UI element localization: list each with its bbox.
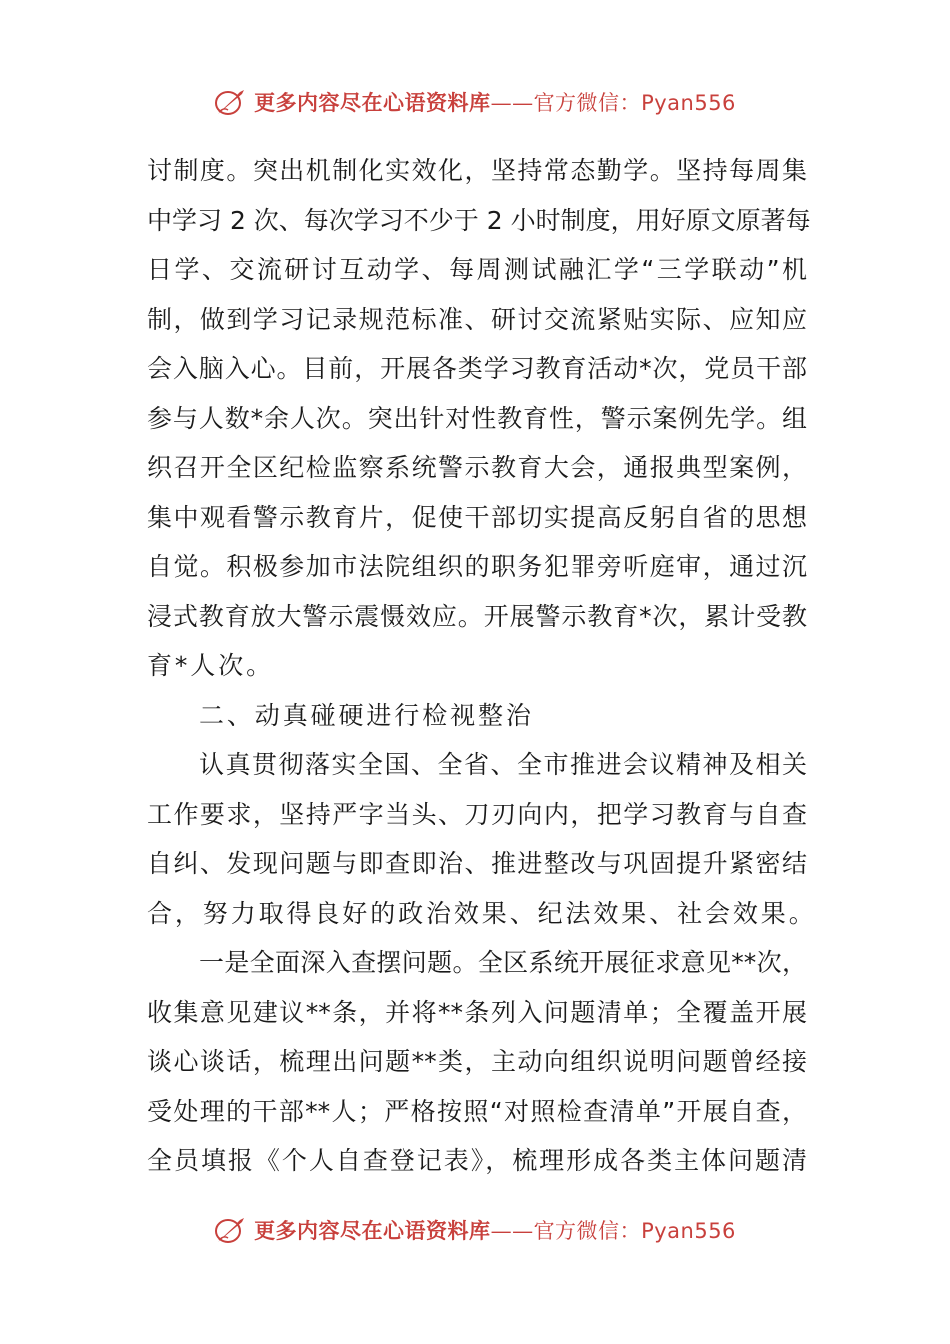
text-line: 受处理的干部**人；严格按照“对照检查清单”开展自查，: [147, 1096, 807, 1126]
header-watermark: [0, 82, 950, 122]
quill-pen-logo-icon: [214, 1215, 248, 1245]
text-line: 育*人次。: [147, 651, 275, 680]
quill-pen-logo-icon: [214, 87, 248, 117]
watermark-brand: 更多内容尽在心语资料库: [254, 1218, 491, 1243]
text-line: 会入脑入心。目前，开展各类学习教育活动*次，党员干部: [147, 354, 807, 383]
watermark-brand: 更多内容尽在心语资料库: [254, 90, 491, 115]
watermark-separator: ——: [490, 1219, 534, 1243]
text-line: 自纠、发现问题与即查即治、推进整改与巩固提升紧密结: [147, 849, 807, 878]
watermark-wechat-label: 官方微信：: [533, 1219, 642, 1243]
text-line: 中学习 2 次、每次学习不少于 2 小时制度，用好原文原著每: [147, 205, 811, 235]
text-line: 收集意见建议**条，并将**条列入问题清单；全覆盖开展: [147, 997, 807, 1027]
text-line: 全员填报《个人自查登记表》，梳理形成各类主体问题清: [147, 1146, 807, 1175]
text-line: 谈心谈话，梳理出问题**类，主动向组织说明问题曾经接: [147, 1047, 807, 1076]
watermark-text: [254, 87, 736, 117]
section-heading: 二、动真碰硬进行检视整治: [199, 700, 534, 730]
text-line: 合，努力取得良好的政治效果、纪法效果、社会效果。: [147, 898, 817, 928]
text-line: 参与人数*余人次。突出针对性教育性，警示案例先学。组: [147, 403, 807, 433]
text-line: 浸式教育放大警示震慑效应。开展警示教育*次，累计受教: [147, 601, 807, 631]
watermark-text: [254, 1215, 736, 1245]
text-line: 织召开全区纪检监察系统警示教育大会，通报典型案例，: [147, 453, 807, 482]
watermark-wechat-label: 官方微信：: [533, 91, 642, 115]
document-body: [147, 146, 817, 1186]
text-line: 制，做到学习记录规范标准、研讨交流紧贴实际、应知应: [147, 304, 807, 334]
text-line: 日学、交流研讨互动学、每周测试融汇学“三学联动”机: [147, 255, 807, 284]
watermark-content: [214, 1215, 736, 1245]
watermark-content: [214, 87, 736, 117]
text-line: 工作要求，坚持严字当头、刀刃向内，把学习教育与自查: [147, 799, 807, 829]
text-line: 自觉。积极参加市法院组织的职务犯罪旁听庭审，通过沉: [147, 552, 807, 581]
paragraph-first-line: 一是全面深入查摆问题。全区系统开展征求意见**次，: [199, 948, 807, 977]
text-line: 讨制度。突出机制化实效化，坚持常态勤学。坚持每周集: [147, 156, 807, 185]
watermark-separator: ——: [490, 91, 534, 115]
paragraph-first-line: 认真贯彻落实全国、全省、全市推进会议精神及相关: [199, 750, 807, 779]
text-line: 集中观看警示教育片，促使干部切实提高反躬自省的思想: [147, 502, 807, 532]
watermark-wechat-id: Pyan556: [641, 1219, 736, 1243]
footer-watermark: [0, 1210, 950, 1250]
watermark-wechat-id: Pyan556: [641, 91, 736, 115]
